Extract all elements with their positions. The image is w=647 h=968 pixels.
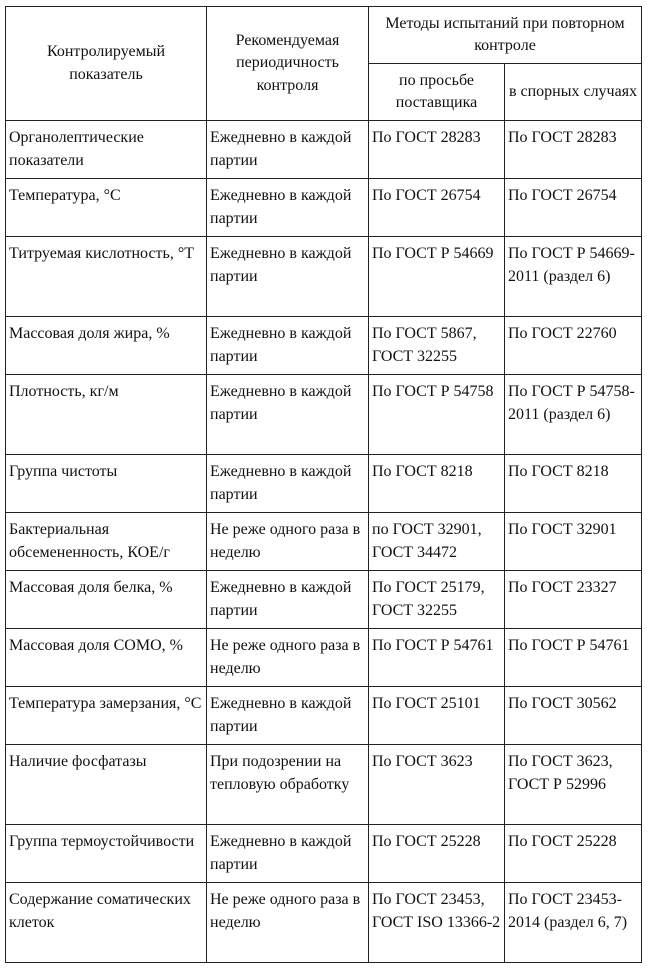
cell-periodicity: Ежедневно в каждой партии bbox=[207, 687, 369, 745]
header-supplier-request: по просьбе поставщика bbox=[369, 64, 505, 121]
header-periodicity: Рекомендуемая периодичность контроля bbox=[207, 7, 369, 121]
table-row bbox=[6, 179, 642, 237]
table-row bbox=[6, 513, 642, 571]
header-indicator: Контролируемый показатель bbox=[6, 7, 207, 121]
cell-supplier-method: По ГОСТ 25179, ГОСТ 32255 bbox=[369, 571, 505, 629]
cell-dispute-method: По ГОСТ Р 54669-2011 (раздел 6) bbox=[505, 237, 642, 317]
cell-dispute-method: По ГОСТ 30562 bbox=[505, 687, 642, 745]
cell-periodicity: Ежедневно в каждой партии bbox=[207, 825, 369, 883]
cell-supplier-method: По ГОСТ Р 54758 bbox=[369, 375, 505, 455]
cell-indicator: Бактериальная обсемененность, КОЕ/г bbox=[6, 513, 207, 571]
cell-periodicity: При подозрении на тепловую обработку bbox=[207, 745, 369, 825]
cell-supplier-method: По ГОСТ Р 54669 bbox=[369, 237, 505, 317]
cell-supplier-method: По ГОСТ 8218 bbox=[369, 455, 505, 513]
table-row bbox=[6, 687, 642, 745]
table-row bbox=[6, 745, 642, 825]
table-row bbox=[6, 883, 642, 963]
table-row bbox=[6, 121, 642, 179]
cell-indicator: Температура замерзания, °С bbox=[6, 687, 207, 745]
cell-dispute-method: По ГОСТ 28283 bbox=[505, 121, 642, 179]
cell-dispute-method: По ГОСТ 8218 bbox=[505, 455, 642, 513]
table-row bbox=[6, 571, 642, 629]
cell-periodicity: Ежедневно в каждой партии bbox=[207, 237, 369, 317]
cell-dispute-method: По ГОСТ 23327 bbox=[505, 571, 642, 629]
cell-periodicity: Не реже одного раза в неделю bbox=[207, 883, 369, 963]
cell-periodicity: Ежедневно в каждой партии bbox=[207, 179, 369, 237]
cell-supplier-method: по ГОСТ 32901, ГОСТ 34472 bbox=[369, 513, 505, 571]
table-row bbox=[6, 237, 642, 317]
cell-dispute-method: По ГОСТ 22760 bbox=[505, 317, 642, 375]
cell-dispute-method: По ГОСТ 23453-2014 (раздел 6, 7) bbox=[505, 883, 642, 963]
cell-supplier-method: По ГОСТ 25101 bbox=[369, 687, 505, 745]
cell-indicator: Содержание соматических клеток bbox=[6, 883, 207, 963]
cell-supplier-method: По ГОСТ Р 54761 bbox=[369, 629, 505, 687]
cell-indicator: Группа чистоты bbox=[6, 455, 207, 513]
cell-supplier-method: По ГОСТ 26754 bbox=[369, 179, 505, 237]
table-row bbox=[6, 455, 642, 513]
cell-supplier-method: По ГОСТ 28283 bbox=[369, 121, 505, 179]
cell-indicator: Наличие фосфатазы bbox=[6, 745, 207, 825]
cell-supplier-method: По ГОСТ 3623 bbox=[369, 745, 505, 825]
header-methods: Методы испытаний при повторном контроле bbox=[369, 7, 642, 64]
table-row bbox=[6, 825, 642, 883]
cell-supplier-method: По ГОСТ 25228 bbox=[369, 825, 505, 883]
cell-supplier-method: По ГОСТ 23453, ГОСТ ISO 13366-2 bbox=[369, 883, 505, 963]
cell-indicator: Температура, °С bbox=[6, 179, 207, 237]
cell-periodicity: Ежедневно в каждой партии bbox=[207, 121, 369, 179]
cell-indicator: Массовая доля белка, % bbox=[6, 571, 207, 629]
cell-indicator: Массовая доля жира, % bbox=[6, 317, 207, 375]
cell-indicator: Плотность, кг/м bbox=[6, 375, 207, 455]
cell-periodicity: Не реже одного раза в неделю bbox=[207, 513, 369, 571]
cell-supplier-method: По ГОСТ 5867, ГОСТ 32255 bbox=[369, 317, 505, 375]
cell-dispute-method: По ГОСТ 3623, ГОСТ Р 52996 bbox=[505, 745, 642, 825]
cell-dispute-method: По ГОСТ Р 54761 bbox=[505, 629, 642, 687]
cell-periodicity: Не реже одного раза в неделю bbox=[207, 629, 369, 687]
cell-indicator: Органолептические показатели bbox=[6, 121, 207, 179]
table-row bbox=[6, 629, 642, 687]
cell-dispute-method: По ГОСТ Р 54758-2011 (раздел 6) bbox=[505, 375, 642, 455]
methods-table bbox=[5, 6, 642, 963]
table-row bbox=[6, 317, 642, 375]
cell-dispute-method: По ГОСТ 32901 bbox=[505, 513, 642, 571]
table-row bbox=[6, 375, 642, 455]
cell-indicator: Титруемая кислотность, °Т bbox=[6, 237, 207, 317]
cell-dispute-method: По ГОСТ 25228 bbox=[505, 825, 642, 883]
cell-indicator: Группа термоустойчивости bbox=[6, 825, 207, 883]
cell-dispute-method: По ГОСТ 26754 bbox=[505, 179, 642, 237]
cell-periodicity: Ежедневно в каждой партии bbox=[207, 455, 369, 513]
cell-periodicity: Ежедневно в каждой партии bbox=[207, 571, 369, 629]
cell-indicator: Массовая доля СОМО, % bbox=[6, 629, 207, 687]
cell-periodicity: Ежедневно в каждой партии bbox=[207, 317, 369, 375]
cell-periodicity: Ежедневно в каждой партии bbox=[207, 375, 369, 455]
header-disputes: в спорных случаях bbox=[505, 64, 642, 121]
